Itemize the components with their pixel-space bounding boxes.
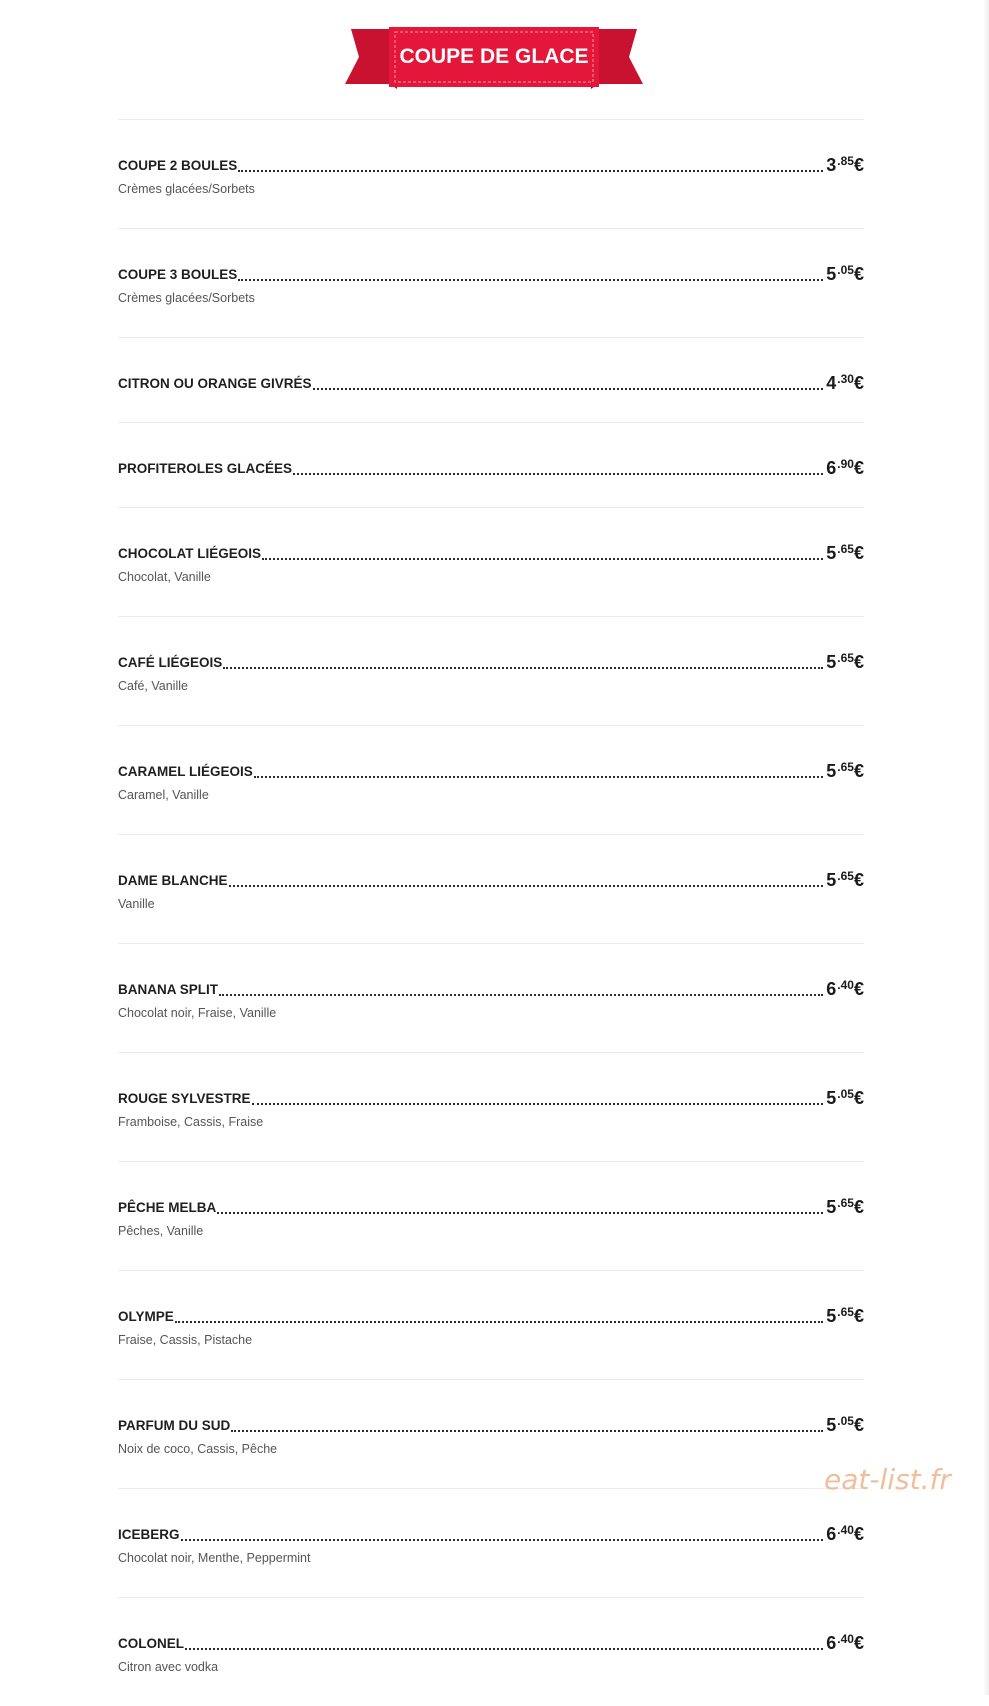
menu-list <box>118 119 864 1706</box>
item-description: Chocolat noir, Fraise, Vanille <box>118 1006 277 1020</box>
menu-item <box>118 119 864 228</box>
item-price <box>826 156 864 176</box>
price-currency: € <box>853 543 864 563</box>
menu-item-line <box>118 372 864 392</box>
item-description: Caramel, Vanille <box>118 788 209 802</box>
menu-item-line <box>118 1087 864 1107</box>
menu-item-line <box>118 1632 864 1652</box>
price-cents: .85 <box>837 154 854 168</box>
menu-item <box>118 725 864 834</box>
item-name: CARAMEL LIÉGEOIS <box>118 764 253 779</box>
price-cents: .05 <box>837 263 854 277</box>
dotted-leader <box>238 169 823 172</box>
price-main: 6 <box>826 1633 837 1653</box>
item-name: COUPE 2 BOULES <box>118 158 238 173</box>
dotted-leader <box>313 387 824 390</box>
price-main: 6 <box>826 1524 837 1544</box>
price-currency: € <box>853 1524 864 1544</box>
price-main: 5 <box>826 1197 837 1217</box>
price-cents: .65 <box>837 1196 854 1210</box>
price-main: 5 <box>826 870 837 890</box>
item-price <box>826 459 864 479</box>
item-price <box>826 980 864 1000</box>
price-main: 4 <box>826 373 837 393</box>
item-name: PROFITEROLES GLACÉES <box>118 461 293 476</box>
price-cents: .65 <box>837 651 854 665</box>
dotted-leader <box>217 1211 823 1214</box>
item-price <box>826 1634 864 1654</box>
menu-item-line <box>118 869 864 889</box>
price-cents: .05 <box>837 1087 854 1101</box>
section-title: COUPE DE GLACE <box>399 45 589 68</box>
item-description: Pêches, Vanille <box>118 1224 204 1238</box>
menu-item <box>118 1270 864 1379</box>
menu-item-line <box>118 651 864 671</box>
dotted-leader <box>219 993 823 996</box>
dotted-leader <box>181 1538 824 1541</box>
price-cents: .40 <box>837 1632 854 1646</box>
menu-item <box>118 1052 864 1161</box>
menu-item <box>118 834 864 943</box>
item-price <box>826 1089 864 1109</box>
item-name: CHOCOLAT LIÉGEOIS <box>118 546 262 561</box>
price-currency: € <box>853 870 864 890</box>
menu-item-line <box>118 1414 864 1434</box>
item-name: CAFÉ LIÉGEOIS <box>118 655 223 670</box>
price-currency: € <box>853 1088 864 1108</box>
item-name: CITRON OU ORANGE GIVRÉS <box>118 376 312 391</box>
price-currency: € <box>853 1633 864 1653</box>
item-price <box>826 762 864 782</box>
menu-item <box>118 228 864 337</box>
price-cents: .05 <box>837 1414 854 1428</box>
item-name: BANANA SPLIT <box>118 982 218 997</box>
item-price <box>826 265 864 285</box>
price-cents: .30 <box>837 372 854 386</box>
price-currency: € <box>853 761 864 781</box>
item-description: Café, Vanille <box>118 679 188 693</box>
item-name: DAME BLANCHE <box>118 873 228 888</box>
price-cents: .65 <box>837 760 854 774</box>
item-name: PÊCHE MELBA <box>118 1200 217 1215</box>
item-price <box>826 1525 864 1545</box>
dotted-leader <box>262 557 823 560</box>
item-name: COLONEL <box>118 1636 184 1651</box>
item-name: COUPE 3 BOULES <box>118 267 238 282</box>
price-main: 5 <box>826 264 837 284</box>
price-main: 5 <box>826 1415 837 1435</box>
section-banner <box>345 27 643 89</box>
item-price <box>826 871 864 891</box>
menu-item-line <box>118 1523 864 1543</box>
menu-item-line <box>118 457 864 477</box>
item-price <box>826 374 864 394</box>
price-currency: € <box>853 373 864 393</box>
item-description: Crèmes glacées/Sorbets <box>118 182 255 196</box>
item-description: Fraise, Cassis, Pistache <box>118 1333 253 1347</box>
item-name: PARFUM DU SUD <box>118 1418 231 1433</box>
dotted-leader <box>252 1102 824 1105</box>
menu-item-line <box>118 1196 864 1216</box>
menu-item-line <box>118 760 864 780</box>
item-price <box>826 1198 864 1218</box>
price-cents: .40 <box>837 1523 854 1537</box>
item-price <box>826 1416 864 1436</box>
dotted-leader <box>185 1647 823 1650</box>
dotted-leader <box>238 278 823 281</box>
price-main: 3 <box>826 155 837 175</box>
price-cents: .65 <box>837 869 854 883</box>
item-description: Chocolat, Vanille <box>118 570 211 584</box>
item-description: Crèmes glacées/Sorbets <box>118 291 255 305</box>
price-currency: € <box>853 1306 864 1326</box>
price-cents: .90 <box>837 457 854 471</box>
price-main: 5 <box>826 543 837 563</box>
menu-item <box>118 1488 864 1597</box>
menu-item <box>118 1597 864 1706</box>
price-currency: € <box>853 979 864 999</box>
dotted-leader <box>223 666 823 669</box>
item-description: Framboise, Cassis, Fraise <box>118 1115 264 1129</box>
dotted-leader <box>175 1320 824 1323</box>
menu-item <box>118 337 864 422</box>
item-name: ICEBERG <box>118 1527 180 1542</box>
item-name: ROUGE SYLVESTRE <box>118 1091 251 1106</box>
price-cents: .40 <box>837 978 854 992</box>
menu-item <box>118 507 864 616</box>
menu-item <box>118 943 864 1052</box>
price-currency: € <box>853 1415 864 1435</box>
price-currency: € <box>853 458 864 478</box>
price-main: 5 <box>826 652 837 672</box>
item-price <box>826 544 864 564</box>
item-price <box>826 653 864 673</box>
price-main: 6 <box>826 979 837 999</box>
menu-item-line <box>118 978 864 998</box>
price-main: 6 <box>826 458 837 478</box>
dotted-leader <box>293 472 823 475</box>
item-description: Noix de coco, Cassis, Pêche <box>118 1442 278 1456</box>
price-currency: € <box>853 652 864 672</box>
price-currency: € <box>853 264 864 284</box>
menu-item <box>118 1161 864 1270</box>
watermark-text: eat-list.fr <box>824 1463 951 1496</box>
price-main: 5 <box>826 1306 837 1326</box>
menu-item-line <box>118 1305 864 1325</box>
price-cents: .65 <box>837 542 854 556</box>
item-name: OLYMPE <box>118 1309 174 1324</box>
dotted-leader <box>229 884 824 887</box>
menu-item-line <box>118 154 864 174</box>
menu-item <box>118 422 864 507</box>
menu-item <box>118 616 864 725</box>
menu-item <box>118 1379 864 1488</box>
page-edge-shadow <box>983 0 989 1695</box>
price-cents: .65 <box>837 1305 854 1319</box>
item-description: Citron avec vodka <box>118 1660 219 1674</box>
price-main: 5 <box>826 761 837 781</box>
dotted-leader <box>254 775 824 778</box>
price-main: 5 <box>826 1088 837 1108</box>
menu-item-line <box>118 542 864 562</box>
item-description: Chocolat noir, Menthe, Peppermint <box>118 1551 311 1565</box>
dotted-leader <box>231 1429 823 1432</box>
price-currency: € <box>853 1197 864 1217</box>
price-currency: € <box>853 155 864 175</box>
menu-item-line <box>118 263 864 283</box>
item-description: Vanille <box>118 897 155 911</box>
item-price <box>826 1307 864 1327</box>
